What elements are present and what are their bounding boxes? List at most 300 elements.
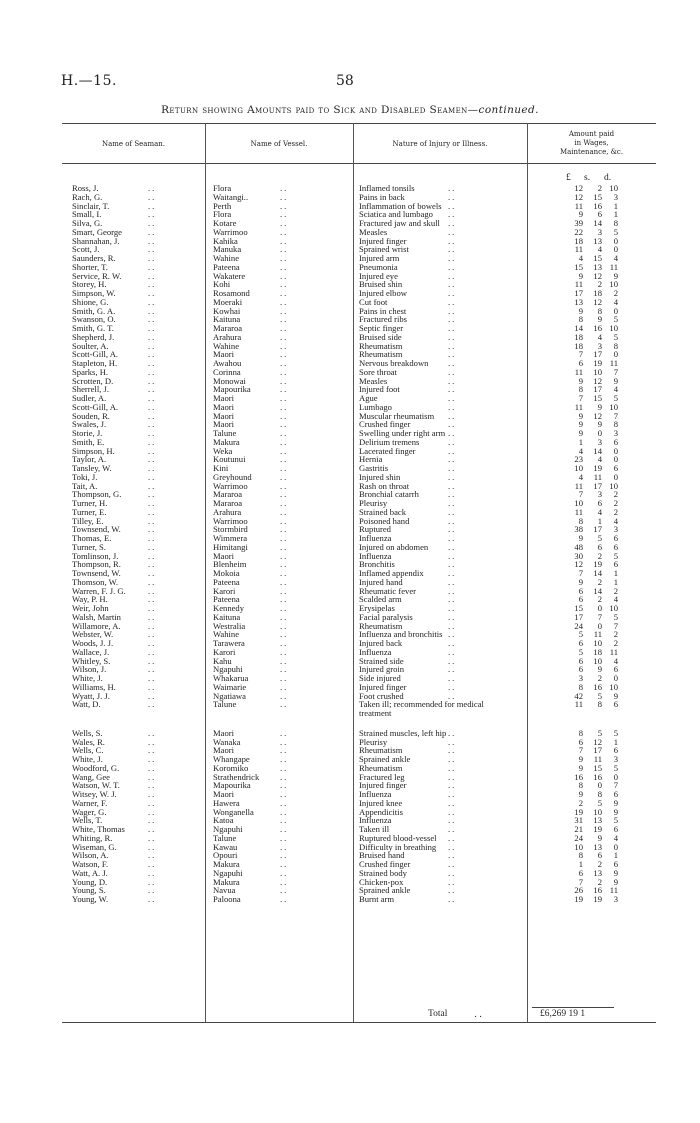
- injury-text: Rheumatism: [359, 340, 403, 351]
- unit-pounds: £: [566, 173, 571, 183]
- col-header-amount-line: Amount paid: [568, 130, 615, 138]
- leader-dots: ..: [448, 815, 457, 826]
- amount-pounds: 9: [578, 270, 583, 281]
- amount-shillings: 0: [597, 620, 602, 631]
- seaman-name: Watt, A. J.: [72, 867, 108, 878]
- leader-dots: ..: [280, 419, 289, 430]
- total-label: Total: [428, 1009, 448, 1019]
- leader-dots: ..: [148, 340, 157, 351]
- leader-dots: ..: [448, 559, 457, 570]
- amount-pounds: 7: [578, 568, 583, 578]
- injury-text: Ruptured blood-vessel: [359, 832, 437, 843]
- injury-text: Sore throat: [359, 366, 397, 377]
- leader-dots: ..: [448, 841, 457, 852]
- amount-pence: 1: [613, 850, 618, 861]
- vessel-name: Maori: [213, 393, 235, 403]
- injury-text: Injured elbow: [359, 288, 407, 298]
- amount-pence: 11: [609, 261, 618, 272]
- leader-dots: ..: [148, 349, 157, 360]
- injury-text: Facial paralysis: [359, 611, 413, 622]
- vessel-name: Talune: [213, 832, 237, 843]
- amount-pounds: 18: [574, 235, 583, 246]
- leader-dots: ..: [148, 885, 157, 896]
- leader-dots: ..: [148, 436, 157, 447]
- amount-shillings: 15: [593, 762, 602, 773]
- injury-text: Swelling under right arm: [359, 428, 446, 438]
- amount-pounds: 14: [574, 323, 583, 333]
- injury-description: [359, 700, 484, 718]
- leader-dots: ..: [280, 673, 289, 683]
- injury-text: Nervous breakdown: [359, 358, 429, 368]
- leader-dots: ..: [280, 745, 289, 756]
- amount-shillings: 13: [593, 841, 602, 852]
- seaman-name: Wells, T.: [72, 815, 103, 826]
- leader-dots: ..: [280, 832, 289, 843]
- amount-pence: 2: [613, 288, 618, 298]
- vessel-name: Waimarie: [213, 681, 247, 692]
- injury-text-continued: treatment: [359, 708, 392, 718]
- amount-pence: 10: [609, 279, 618, 290]
- leader-dots: ..: [280, 568, 289, 578]
- vessel-name: Kowhai: [213, 305, 241, 316]
- leader-dots: ..: [280, 191, 289, 202]
- amount-pence: 0: [613, 235, 618, 246]
- amount-pounds: 12: [574, 183, 583, 193]
- leader-dots: ..: [148, 699, 157, 710]
- vessel-name: Whakarua: [213, 673, 249, 683]
- vessel-name: Koromiko: [213, 762, 249, 773]
- table-row: [0, 420, 700, 429]
- vessel-name: Kawau: [213, 841, 238, 852]
- leader-dots: ..: [448, 244, 457, 255]
- leader-dots: ..: [148, 664, 157, 675]
- leader-dots: ..: [448, 681, 457, 692]
- amount-pounds: 2: [578, 797, 583, 808]
- amount-pence: 6: [613, 664, 618, 675]
- injury-text: Injured finger: [359, 681, 407, 692]
- amount-shillings: 15: [593, 191, 602, 202]
- vessel-name: Mararoa: [213, 498, 243, 508]
- vessel-name: Pateena: [213, 261, 240, 272]
- leader-dots: ..: [148, 841, 157, 852]
- amount-shillings: 12: [593, 736, 602, 747]
- amount-pence: 6: [613, 541, 618, 552]
- leader-dots: ..: [448, 253, 457, 263]
- leader-dots: ..: [280, 771, 289, 782]
- amount-shillings: 10: [593, 655, 602, 666]
- amount-shillings: 19: [593, 358, 602, 368]
- unit-shillings: s.: [584, 173, 591, 183]
- table-row: [0, 237, 700, 246]
- amount-shillings: 17: [593, 384, 602, 395]
- leader-dots: ..: [448, 349, 457, 360]
- vessel-name: Greyhound: [213, 471, 252, 482]
- table-row: [0, 700, 700, 718]
- amount-pence: 9: [613, 270, 618, 281]
- leader-dots: ..: [280, 762, 289, 773]
- leader-dots: ..: [280, 226, 289, 237]
- amount-shillings: 4: [597, 331, 602, 342]
- amount-pounds: 24: [574, 832, 583, 843]
- seaman-name: Woodford, G.: [72, 762, 120, 773]
- amount-pence: 2: [613, 506, 618, 517]
- leader-dots: ..: [448, 603, 457, 613]
- amount-shillings: 17: [593, 524, 602, 535]
- leader-dots: ..: [280, 611, 289, 622]
- vessel-name: Himitangi: [213, 541, 248, 552]
- amount-pounds: 8: [578, 780, 583, 791]
- injury-text: Chicken-pox: [359, 876, 404, 887]
- vessel-name: Hawera: [213, 797, 240, 808]
- amount-pence: 5: [613, 762, 618, 773]
- vessel-name: Opouri: [213, 850, 238, 861]
- amount-pounds: 10: [574, 841, 583, 852]
- leader-dots: ..: [148, 366, 157, 377]
- injury-text: Rheumatism: [359, 762, 403, 773]
- leader-dots: ..: [148, 620, 157, 631]
- leader-dots: ..: [148, 489, 157, 500]
- vessel-name: Navua: [213, 885, 236, 896]
- leader-dots: ..: [148, 498, 157, 508]
- amount-shillings: 8: [597, 699, 602, 710]
- amount-shillings: 19: [593, 824, 602, 834]
- leader-dots: ..: [148, 850, 157, 861]
- amount-shillings: 12: [593, 375, 602, 386]
- injury-text: Cut foot: [359, 296, 388, 307]
- leader-dots: ..: [280, 428, 289, 438]
- seaman-name: White, J.: [72, 673, 103, 683]
- table-row: [0, 665, 700, 674]
- leader-dots: ..: [280, 603, 289, 613]
- amount-shillings: 15: [593, 393, 602, 403]
- injury-text: Injured hand: [359, 576, 403, 587]
- amount-shillings: 9: [597, 401, 602, 412]
- injury-description: [359, 895, 394, 904]
- leader-dots: ..: [280, 664, 289, 675]
- leader-dots: ..: [280, 797, 289, 808]
- vessel-name: Katoa: [213, 815, 234, 826]
- seaman-name: Shorter, T.: [72, 261, 108, 272]
- injury-text: Bruised side: [359, 331, 402, 342]
- amount-pence: 10: [609, 480, 618, 491]
- vessel-name: Paloona: [213, 894, 241, 904]
- leader-dots: ..: [448, 568, 457, 578]
- amount-pounds: 19: [574, 894, 583, 904]
- leader-dots: ..: [148, 410, 157, 421]
- amount-pounds: 7: [578, 393, 583, 403]
- vessel-name: Flora: [213, 183, 232, 193]
- amount-pounds: 9: [578, 209, 583, 220]
- leader-dots: ..: [448, 524, 457, 535]
- leader-dots: ..: [448, 585, 457, 596]
- seaman-name: Townsend, W.: [72, 568, 121, 578]
- injury-text: Bruised shin: [359, 279, 403, 290]
- injury-text: Scalded arm: [359, 594, 402, 605]
- leader-dots: ..: [280, 681, 289, 692]
- amount-pounds: 8: [578, 850, 583, 861]
- amount-pounds: 6: [578, 638, 583, 648]
- amount-pence: 1: [613, 200, 618, 211]
- amount-shillings: 10: [593, 806, 602, 817]
- leader-dots: ..: [148, 611, 157, 622]
- leader-dots: ..: [148, 296, 157, 307]
- injury-text: Influenza: [359, 533, 392, 543]
- vessel-name: Makura: [213, 436, 240, 447]
- amount-shillings: 8: [597, 305, 602, 316]
- amount-pounds: 18: [574, 340, 583, 351]
- leader-dots: ..: [448, 200, 457, 211]
- seaman-name: Woods, J. J.: [72, 638, 114, 648]
- leader-dots: ..: [280, 384, 289, 395]
- leader-dots: ..: [448, 183, 457, 193]
- seaman-name: Small, I.: [72, 209, 102, 220]
- seaman-name: Swanson, O.: [72, 314, 116, 325]
- leader-dots: ..: [280, 780, 289, 791]
- leader-dots: ..: [448, 533, 457, 543]
- seaman-name: Sudler, A.: [72, 393, 107, 403]
- leader-dots: ..: [448, 576, 457, 587]
- amount-shillings: 0: [597, 428, 602, 438]
- amount-pounds: 11: [574, 200, 583, 211]
- amount-pence: 1: [613, 576, 618, 587]
- leader-dots: ..: [148, 226, 157, 237]
- amount-shillings: 18: [593, 288, 602, 298]
- leader-dots: ..: [148, 314, 157, 325]
- table-title: [0, 104, 700, 116]
- leader-dots: ..: [448, 655, 457, 666]
- vessel-name: Perth: [213, 200, 232, 211]
- vessel-name: Ngapuhi: [213, 867, 243, 878]
- amount-shillings: 9: [597, 419, 602, 430]
- seaman-name: Wells, C.: [72, 745, 104, 756]
- amount-shillings: 6: [597, 541, 602, 552]
- amount-pounds: 19: [574, 806, 583, 817]
- amount-shillings: 13: [593, 867, 602, 878]
- vessel-name: Mararoa: [213, 489, 243, 500]
- leader-dots: ..: [148, 218, 157, 228]
- amount-pounds: 9: [578, 576, 583, 587]
- amount-shillings: 7: [597, 611, 602, 622]
- seaman-name: Whiting, R.: [72, 832, 113, 843]
- amount-pounds: 4: [578, 471, 583, 482]
- seaman-name: Turner, H.: [72, 498, 108, 508]
- vessel-name: Moeraki: [213, 296, 243, 307]
- vessel-name: Talune: [213, 699, 237, 710]
- vessel-name: Maori: [213, 745, 235, 756]
- seaman-name: Wilson, A.: [72, 850, 109, 861]
- leader-dots: ..: [280, 506, 289, 517]
- seaman-name: Simpson, W.: [72, 288, 116, 298]
- amount-shillings: 10: [593, 638, 602, 648]
- amount-pence: 1: [613, 736, 618, 747]
- amount-shillings: 4: [597, 506, 602, 517]
- leader-dots: ..: [280, 279, 289, 290]
- amount-pence: 6: [613, 824, 618, 834]
- vessel-name: Strathendrick: [213, 771, 260, 782]
- amount-pounds: 39: [574, 218, 583, 228]
- injury-text: Taken ill: [359, 824, 390, 834]
- table-row: [0, 692, 700, 701]
- leader-dots: ..: [280, 533, 289, 543]
- leader-dots: ..: [280, 629, 289, 640]
- seaman-name: Wang, Gee: [72, 771, 110, 782]
- leader-dots: ..: [148, 244, 157, 255]
- amount-pounds: 6: [578, 358, 583, 368]
- leader-dots: ..: [148, 815, 157, 826]
- seaman-name: White, Thomas: [72, 824, 125, 834]
- seaman-name: Toki, J.: [72, 471, 98, 482]
- leader-dots: ..: [448, 489, 457, 500]
- amount-pence: 2: [613, 638, 618, 648]
- leader-dots: ..: [148, 646, 157, 657]
- vessel-name: Kini: [213, 463, 229, 473]
- vessel-name: Wahine: [213, 340, 240, 351]
- vessel-name: Karori: [213, 585, 236, 596]
- leader-dots: ..: [448, 410, 457, 421]
- seaman-name: Whitley, S.: [72, 655, 111, 666]
- leader-dots: ..: [148, 568, 157, 578]
- amount-pence: 6: [613, 559, 618, 570]
- col-header-amount-line: Maintenance, &c.: [559, 148, 624, 156]
- injury-text: Crushed finger: [359, 859, 411, 869]
- injury-text: Septic finger: [359, 323, 404, 333]
- seaman-name: White, J.: [72, 754, 103, 764]
- table-row: [0, 429, 700, 438]
- injury-text: Bronchitis: [359, 559, 395, 570]
- amount-pounds: 8: [578, 681, 583, 692]
- amount-shillings: 12: [593, 410, 602, 421]
- col-header-vessel: Name of Vessel.: [250, 140, 308, 148]
- seaman-name: Scott-Gill, A.: [72, 401, 119, 412]
- injury-text: Inflamed tonsils: [359, 183, 415, 193]
- amount-pence: 6: [613, 463, 618, 473]
- leader-dots: ..: [448, 611, 457, 622]
- leader-dots: ..: [280, 850, 289, 861]
- amount-pounds: 13: [574, 296, 583, 307]
- injury-text: Strained body: [359, 867, 407, 878]
- seaman-name: Young, S.: [72, 885, 106, 896]
- leader-dots: ..: [148, 789, 157, 799]
- leader-dots: ..: [280, 550, 289, 561]
- amount-pence: 8: [613, 419, 618, 430]
- leader-dots: ..: [280, 261, 289, 272]
- leader-dots: ..: [448, 736, 457, 747]
- amount-shillings: 16: [593, 885, 602, 896]
- seaman-name: Wales, R.: [72, 736, 105, 747]
- amount-pence: 5: [613, 226, 618, 237]
- vessel-name: Arahura: [213, 506, 242, 517]
- leader-dots: ..: [448, 867, 457, 878]
- leader-dots: ..: [448, 463, 457, 473]
- leader-dots: ..: [148, 576, 157, 587]
- leader-dots: ..: [148, 384, 157, 395]
- amount-pounds: 6: [578, 585, 583, 596]
- table-row: [0, 895, 700, 904]
- amount-pence: 5: [613, 331, 618, 342]
- amount-shillings: 17: [593, 745, 602, 756]
- leader-dots: ..: [280, 463, 289, 473]
- leader-dots: ..: [448, 209, 457, 220]
- vessel-name: Wakatere: [213, 270, 246, 281]
- leader-dots: ..: [280, 841, 289, 852]
- vessel-name: Weka: [213, 445, 233, 456]
- injury-text: Sprained ankle: [359, 754, 411, 764]
- amount-pounds: 9: [578, 419, 583, 430]
- leader-dots: ..: [280, 736, 289, 747]
- amount-shillings: 6: [597, 850, 602, 861]
- injury-text: Erysipelas: [359, 603, 395, 613]
- leader-dots: ..: [448, 428, 457, 438]
- amount-pounds: 8: [578, 727, 583, 738]
- injury-text: Influenza: [359, 550, 392, 561]
- amount-shillings: 12: [593, 270, 602, 281]
- amount-pence: 10: [609, 183, 618, 193]
- vessel-name: Ngapuhi: [213, 664, 243, 675]
- leader-dots: ..: [148, 480, 157, 491]
- leader-dots: ..: [448, 797, 457, 808]
- leader-dots: ..: [148, 550, 157, 561]
- leader-dots: ..: [280, 183, 289, 193]
- leader-dots: ..: [448, 305, 457, 316]
- amount-pounds: 9: [578, 762, 583, 773]
- leader-dots: ..: [148, 235, 157, 246]
- amount-pence: 7: [613, 410, 618, 421]
- seaman-name: Storey, H.: [72, 279, 107, 290]
- amount-pence: 5: [613, 393, 618, 403]
- injury-text: Ruptured: [359, 524, 391, 535]
- injury-text: Injured groin: [359, 664, 405, 675]
- leader-dots: ..: [148, 253, 157, 263]
- leader-dots: ..: [448, 261, 457, 272]
- leader-dots: ..: [448, 780, 457, 791]
- leader-dots: ..: [280, 471, 289, 482]
- amount-shillings: 16: [593, 771, 602, 782]
- leader-dots: ..: [448, 445, 457, 456]
- injury-text: Pains in chest: [359, 305, 407, 316]
- leader-dots: ..: [148, 594, 157, 605]
- amount-pence: 9: [613, 876, 618, 887]
- amount-shillings: 5: [597, 727, 602, 738]
- amount-pounds: 9: [578, 410, 583, 421]
- seaman-name: Watt, D.: [72, 699, 101, 710]
- table-row: [0, 202, 700, 211]
- leader-dots: ..: [148, 288, 157, 298]
- leader-dots: ..: [148, 200, 157, 211]
- leader-dots: ..: [448, 806, 457, 817]
- amount-pence: 0: [613, 305, 618, 316]
- leader-dots: ..: [148, 515, 157, 526]
- amount-pence: 10: [609, 681, 618, 692]
- injury-text: Hernia: [359, 454, 383, 465]
- injury-text: Fractured leg: [359, 771, 405, 782]
- injury-text: Delirium tremens: [359, 436, 420, 447]
- leader-dots: ..: [148, 471, 157, 482]
- leader-dots: ..: [148, 771, 157, 782]
- leader-dots: ..: [448, 690, 457, 701]
- leader-dots: ..: [448, 664, 457, 675]
- vessel-name: Warrimoo: [213, 480, 248, 491]
- amount-pence: 4: [613, 594, 618, 605]
- injury-text: Rheumatism: [359, 349, 403, 360]
- seaman-name: Sinclair, T.: [72, 200, 110, 211]
- seaman-name: Thomson, W.: [72, 576, 119, 587]
- injury-text: Injured finger: [359, 235, 407, 246]
- injury-text: Injured eye: [359, 270, 398, 281]
- injury-text: Bruised hand: [359, 850, 405, 861]
- amount-pounds: 22: [574, 226, 583, 237]
- leader-dots: ..: [280, 867, 289, 878]
- amount-pounds: 17: [574, 288, 583, 298]
